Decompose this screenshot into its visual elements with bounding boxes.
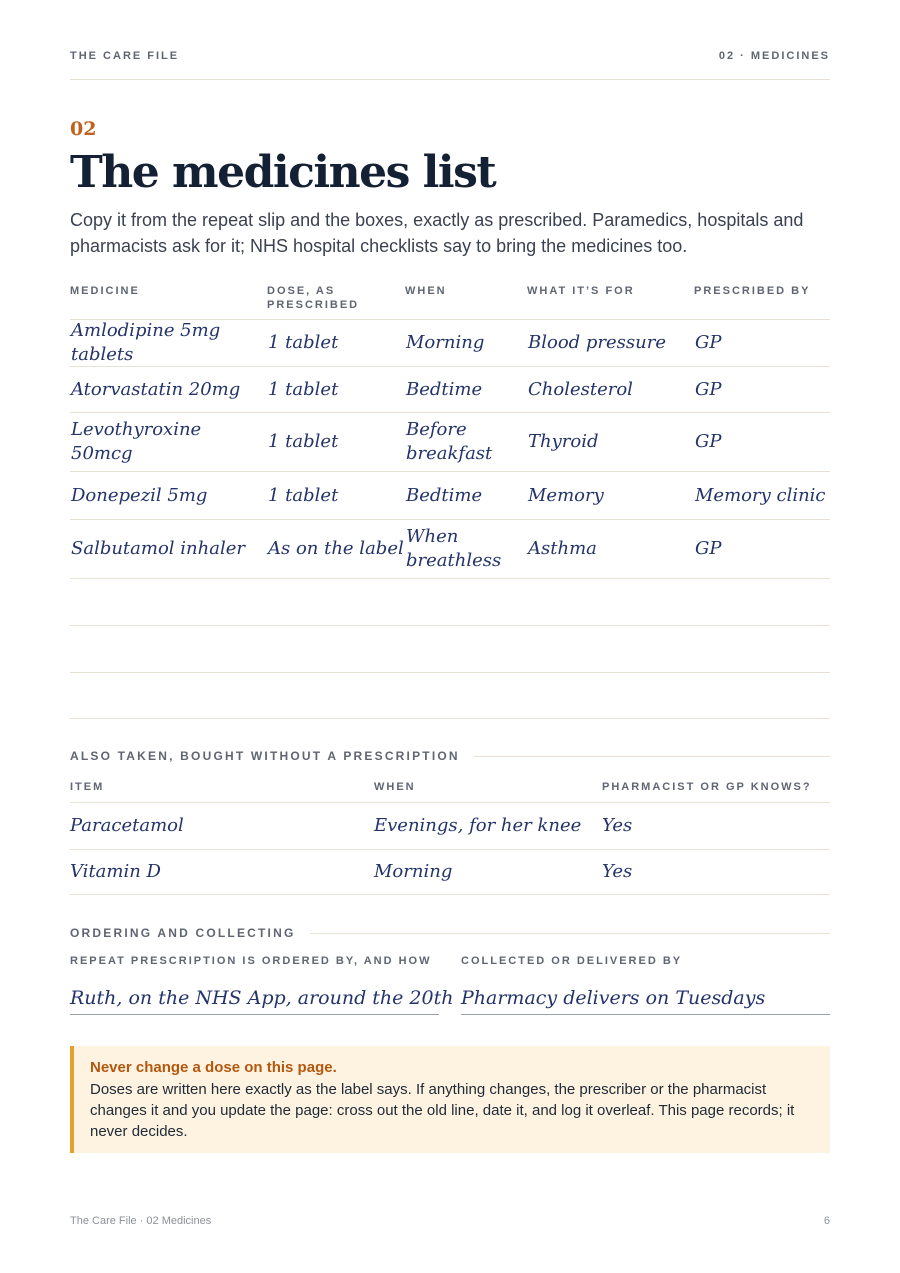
column-header-dose: DOSE, AS PRESCRIBED — [267, 285, 360, 311]
empty-table-row[interactable] — [70, 625, 830, 626]
cell-prescribed-by[interactable]: GP — [695, 378, 722, 400]
column-header-medicine: MEDICINE — [70, 285, 140, 297]
column-header-when: WHEN — [374, 781, 416, 793]
cell-knows[interactable]: Yes — [602, 815, 633, 836]
cell-dose[interactable]: 1 tablet — [268, 431, 339, 452]
cell-medicine[interactable]: Donepezil 5mg — [71, 484, 208, 506]
table-row[interactable] — [70, 520, 830, 579]
column-header-prescribed-by: PRESCRIBED BY — [694, 285, 811, 297]
empty-table-row[interactable] — [70, 672, 830, 673]
table-row[interactable] — [70, 850, 830, 895]
cell-dose[interactable]: As on the label — [268, 538, 404, 559]
cell-prescribed-by[interactable]: GP — [695, 332, 722, 353]
collected-by-label: COLLECTED OR DELIVERED BY — [461, 955, 683, 967]
cell-when[interactable]: Morning — [374, 861, 453, 882]
otc-heading-text: ALSO TAKEN, BOUGHT WITHOUT A PRESCRIPTION — [70, 749, 460, 763]
cell-dose[interactable]: 1 tablet — [268, 332, 339, 353]
heading-rule — [474, 756, 830, 757]
table-row[interactable] — [70, 472, 830, 520]
ordering-heading-text: ORDERING AND COLLECTING — [70, 926, 296, 940]
cell-when[interactable]: Bedtime — [406, 378, 483, 400]
cell-when[interactable]: Before breakfast — [406, 419, 493, 464]
cell-item[interactable]: Vitamin D — [70, 861, 161, 882]
cell-knows[interactable]: Yes — [602, 861, 633, 882]
medicines-table-header — [70, 284, 830, 319]
ordered-by-label: REPEAT PRESCRIPTION IS ORDERED BY, AND HOW — [70, 955, 432, 967]
table-row[interactable] — [70, 320, 830, 367]
ordering-section-heading — [70, 924, 830, 942]
heading-rule — [310, 933, 831, 934]
page — [70, 0, 830, 1273]
column-header-item: ITEM — [70, 781, 105, 793]
column-header-when: WHEN — [405, 285, 447, 297]
column-header-for: WHAT IT’S FOR — [527, 285, 635, 297]
running-header — [70, 50, 830, 80]
callout-body: Doses are written here exactly as the label says. If anything changes, the prescriber or the pharmacist changes it and you update the page: cross out the old line, date it, and log it overleaf. This page records; it never decides. — [90, 1081, 795, 1140]
ordered-by-line[interactable] — [70, 978, 454, 1015]
cell-prescribed-by[interactable]: GP — [695, 538, 722, 559]
table-row[interactable] — [70, 803, 830, 850]
cell-prescribed-by[interactable]: GP — [695, 431, 722, 452]
column-header-knows: PHARMACIST OR GP KNOWS? — [602, 781, 812, 793]
cell-for[interactable]: Asthma — [528, 538, 597, 559]
cell-for[interactable]: Cholesterol — [528, 378, 633, 400]
otc-section-heading — [70, 747, 830, 765]
cell-dose[interactable]: 1 tablet — [268, 378, 339, 400]
cell-for[interactable]: Memory — [528, 484, 604, 506]
page-title: The medicines list — [70, 147, 496, 198]
table-row[interactable] — [70, 367, 830, 413]
cell-prescribed-by[interactable]: Memory clinic — [695, 484, 826, 506]
cell-medicine[interactable]: Levothyroxine 50mcg — [71, 419, 202, 464]
intro-paragraph: Copy it from the repeat slip and the boxes, exactly as prescribed. Paramedics, hospitals and pharmacists ask for it; NHS hospital checklists say to bring the medicines too. — [70, 210, 804, 256]
table-row[interactable] — [70, 413, 830, 472]
cell-medicine[interactable]: Salbutamol inhaler — [71, 538, 245, 559]
header-right: 02 · MEDICINES — [718, 50, 830, 62]
ordered-by-value[interactable]: Ruth, on the NHS App, around the 20th — [70, 987, 454, 1009]
footer-label: The Care File · 02 Medicines — [70, 1215, 212, 1227]
header-left: THE CARE FILE — [70, 50, 180, 62]
cell-dose[interactable]: 1 tablet — [268, 484, 339, 506]
empty-table-row[interactable] — [70, 718, 830, 719]
dose-warning-callout — [70, 1046, 830, 1153]
cell-medicine[interactable]: Atorvastatin 20mg — [71, 378, 241, 400]
ordered-by-field[interactable] — [70, 954, 454, 1014]
cell-medicine[interactable]: Amlodipine 5mg tablets — [71, 320, 221, 365]
page-number: 6 — [823, 1215, 830, 1227]
page-footer — [70, 1215, 830, 1227]
cell-item[interactable]: Paracetamol — [70, 815, 184, 836]
cell-for[interactable]: Thyroid — [528, 431, 599, 452]
otc-table-header — [70, 780, 830, 796]
cell-when[interactable]: Bedtime — [406, 484, 483, 506]
section-number: 02 — [70, 118, 97, 140]
cell-when[interactable]: Evenings, for her knee — [374, 815, 582, 836]
callout-title: Never change a dose on this page. — [90, 1059, 337, 1076]
collected-by-value[interactable]: Pharmacy delivers on Tuesdays — [461, 987, 766, 1009]
collected-by-line[interactable] — [461, 978, 830, 1015]
cell-for[interactable]: Blood pressure — [528, 332, 667, 353]
collected-by-field[interactable] — [461, 954, 830, 1014]
cell-when[interactable]: Morning — [406, 332, 485, 353]
cell-when[interactable]: When breathless — [406, 526, 502, 571]
